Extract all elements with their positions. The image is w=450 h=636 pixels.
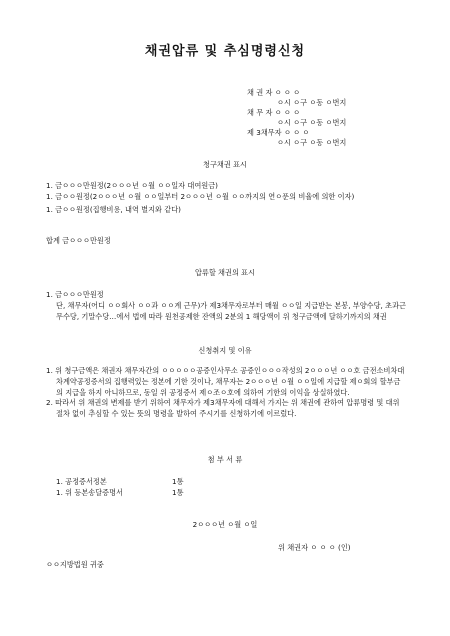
seized-heading: 압류할 채권의 표시 [194, 268, 256, 277]
signer-line: 위 채권자 ㅇ ㅇ ㅇ (인) [278, 543, 351, 552]
debtor-address: ㅇ시 ㅇ구 ㅇ동 ㅇ번지 [277, 118, 347, 127]
attachments-list [56, 476, 256, 498]
document-title: 채권압류 및 추심명령신청 [144, 44, 306, 59]
attachments-heading: 첨 부 서 류 [207, 455, 243, 464]
parties-block [247, 88, 447, 148]
third-debtor-address: ㅇ시 ㅇ구 ㅇ동 ㅇ번지 [277, 138, 347, 147]
third-debtor-line [247, 128, 447, 138]
seized-amount: 1. 금ㅇㅇㅇ만원정 [46, 290, 104, 299]
attachment-name: 1. 공정증서정본 [56, 477, 107, 486]
seized-detail: 단, 채무자(어디 ㅇㅇ회사 ㅇㅇ과 ㅇㅇ계 근무)가 제3채무자로부터 매월 ㅇㅇ일 지급받는 본봉, 부양수당, 초과근무수당, 기말수당…에서 법에 따라 원천공제한 잔액의 2분의 1 해당액이 위 청구금액에 달하기까지의 채권 [56, 300, 406, 321]
court-addressee: ㅇㅇ지방법원 귀중 [46, 560, 104, 569]
party-role: 제 3채무자 [247, 128, 282, 137]
filing-date: 2ㅇㅇㅇ년 ㅇ월 ㅇ일 [192, 520, 258, 529]
claim-item: 1. 금ㅇㅇ원정(2ㅇㅇㅇ년 ㅇ월 ㅇㅇ일부터 2ㅇㅇㅇ년 ㅇ월 ㅇㅇ까지의 연ㅇ푼의 비율에 의한 이자) [46, 191, 355, 201]
attachment-count: 1통 [172, 477, 184, 486]
reason-heading: 신청취지 및 이유 [198, 346, 252, 355]
party-role: 채 무 자 [247, 108, 273, 117]
debtor-line [247, 108, 447, 118]
reason-item: 2. 따라서 위 채권의 변제를 받기 위하여 채무자가 제3채무자에 대해서 가지는 위 채권에 관하여 압류명령 및 대위절차 없이 추심할 수 있는 뜻의 명령을 발하여 주시기를 신청하기에 이르렀다. [46, 398, 400, 419]
reason-item: 1. 위 청구금액은 채권자 채무자간의 ㅇㅇㅇㅇㅇ공증인사무소 공증인ㅇㅇㅇ작성의 2ㅇㅇㅇ년 ㅇㅇ호 금전소비차대차계약공정증서의 집행력있는 정본에 기한 것이나, 채무자는 2ㅇㅇㅇ년 ㅇ월 ㅇㅇ일에 지급할 제ㅇ회의 할부금의 지급을 하지 아니하므로, 동일 위 공정증서 제ㅇ조ㅇ호에 의하여 기한의 이익을 상실하였다. [46, 366, 405, 397]
reason-list [46, 366, 406, 420]
claim-total: 합계 금ㅇㅇㅇ만원정 [46, 236, 111, 245]
party-name: ㅇ ㅇ ㅇ [274, 88, 301, 97]
party-name: ㅇ ㅇ ㅇ [274, 108, 301, 117]
creditor-line [247, 88, 447, 98]
party-role: 채 권 자 [247, 88, 273, 97]
seized-block [46, 290, 406, 322]
claim-item: 1. 금ㅇㅇㅇ만원정(2ㅇㅇㅇ년 ㅇ월 ㅇㅇ일자 대여원금) [46, 181, 218, 190]
claim-list [46, 181, 406, 215]
creditor-address: ㅇ시 ㅇ구 ㅇ동 ㅇ번지 [277, 98, 347, 107]
attachment-row [56, 476, 256, 487]
party-name: ㅇ ㅇ ㅇ [283, 128, 310, 137]
attachment-name: 1. 위 등본송달증명서 [56, 488, 123, 497]
claim-heading: 청구채권 표시 [203, 160, 247, 169]
claim-item: 1. 금ㅇㅇ원정(집행비용, 내역 별지와 같다) [46, 204, 181, 214]
attachment-row [56, 487, 256, 498]
attachment-count: 1통 [172, 488, 184, 497]
